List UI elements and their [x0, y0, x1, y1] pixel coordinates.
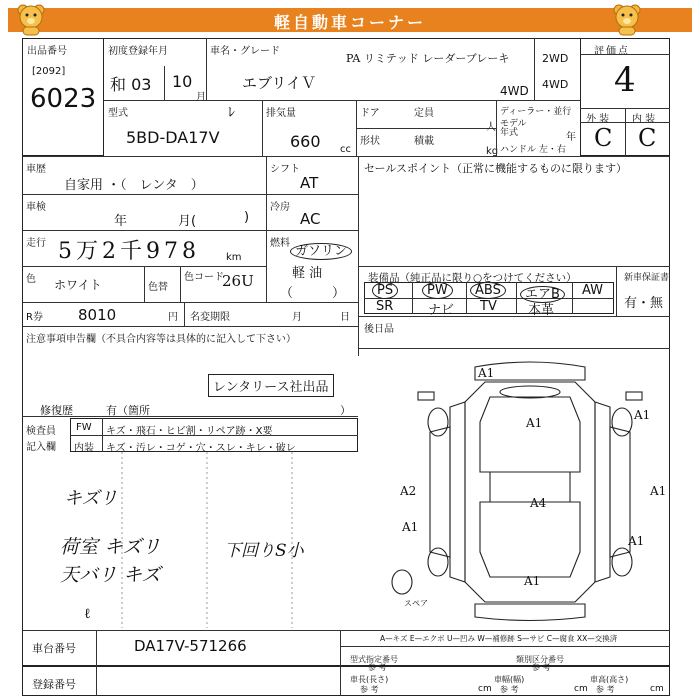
divider: [358, 266, 670, 267]
inspector-label-1: 検査員: [26, 426, 56, 437]
damage-mark: A1: [526, 416, 543, 430]
width-label: 車幅(幅): [494, 675, 525, 684]
warranty-value: 有・無: [624, 296, 664, 311]
equip-pw-label: PW: [422, 282, 453, 299]
divider: [496, 100, 497, 156]
type-ref: 参 考: [368, 663, 387, 672]
fuel-gas-circled: ガソリン: [290, 243, 352, 260]
inspection-year: 年: [114, 214, 128, 229]
capacity-label: 定員: [414, 108, 434, 119]
recycle-value: 8010: [78, 306, 117, 324]
interior-label: 内 装: [632, 114, 656, 125]
inspector-int-label: 内装: [74, 443, 94, 454]
divider: [104, 100, 580, 101]
name-change-month: 月: [292, 312, 302, 323]
mileage-value: 5万2千978: [58, 239, 200, 264]
car-name: エブリイＶ: [242, 74, 316, 92]
notes-label: 注意事項申告欄（不具合内容等は具体的に記入して下さい）: [26, 334, 296, 345]
shape-label: 形状: [360, 136, 380, 147]
divider: [206, 38, 207, 100]
repair-label: 修復歴: [40, 404, 73, 417]
divider: [184, 302, 185, 326]
inspector-int-items: キズ・汚レ・コゲ・穴・スレ・キレ・破レ: [106, 443, 296, 454]
color-value: ホワイト: [54, 278, 102, 292]
model-value: 5BD-DA17V: [126, 128, 220, 147]
lot-number: 6023: [30, 84, 97, 114]
shift-label: シフト: [270, 164, 300, 175]
repair-value: 有（箇所: [106, 404, 150, 417]
handwritten-mark: ℓ: [84, 606, 91, 622]
load-label: 積載: [414, 136, 434, 147]
chassis-label: 車台番号: [32, 642, 76, 655]
handle-label: ハンドル 左・右: [500, 145, 566, 155]
divider: [22, 630, 670, 631]
lot-label: 出品番号: [27, 46, 67, 57]
drive-opt1: 2WD: [542, 52, 569, 65]
repair-close: ）: [340, 404, 351, 417]
divider: [22, 302, 358, 303]
year-unit: 年: [566, 132, 576, 143]
equip-aw: AW: [582, 283, 604, 298]
equip-airbag-label: エアB: [520, 286, 565, 303]
aircon-label: 冷房: [270, 202, 290, 213]
teddy-icon-left: [16, 2, 46, 36]
damage-mark: A1: [524, 574, 541, 588]
divider: [580, 54, 670, 55]
damage-mark: A1: [628, 534, 645, 548]
divider: [22, 326, 358, 327]
divider: [96, 630, 97, 666]
divider: [516, 282, 517, 314]
equip-ps-label: PS: [372, 282, 398, 299]
length-ref: 参 考: [360, 685, 379, 694]
equip-abs: [470, 283, 506, 298]
first-reg-label: 初度登録年月: [108, 46, 168, 57]
damage-mark: A1: [402, 520, 419, 534]
name-change-day: 日: [340, 312, 350, 323]
equip-pw: [422, 283, 453, 298]
drive-opt2: 4WD: [542, 78, 569, 91]
divider: [358, 156, 359, 356]
registration-box: [22, 666, 670, 696]
divider: [412, 282, 413, 314]
displacement-value: 660: [290, 132, 321, 151]
handwritten-note-1: キズリ: [64, 488, 118, 509]
color-change-label: 色替: [148, 282, 168, 293]
divider: [358, 348, 670, 349]
divider: [340, 646, 670, 647]
height-ref: 参 考: [596, 685, 615, 694]
equip-sr: SR: [376, 299, 394, 314]
divider: [534, 38, 535, 100]
recycle-label: R券: [26, 312, 43, 323]
damage-mark: A1: [634, 408, 651, 422]
divider: [144, 266, 145, 302]
length-label: 車長(長さ): [350, 675, 389, 684]
fuel-diesel: 軽 油: [292, 266, 323, 281]
inspector-ext-label: FW: [76, 422, 92, 433]
divider: [102, 418, 103, 452]
mileage-unit: km: [226, 252, 242, 263]
load-unit: kg: [486, 146, 499, 157]
equipment-label: 装備品（純正品に限り○をつけてください）: [368, 272, 577, 284]
class-number-label: 類別区分番号: [516, 655, 564, 664]
inspection-close: ): [244, 210, 250, 225]
registration-label: 登録番号: [32, 678, 76, 691]
lot-code: [2092]: [32, 66, 66, 77]
displacement-unit: cc: [340, 144, 351, 155]
legend: A—キズ E—エクボ U—凹み W—補修跡 S—サビ C—腐食 XX—交換済: [380, 634, 618, 643]
equip-leather: 本革: [528, 303, 555, 318]
sales-label: セールスポイント（正常に機能するものに限ります）: [364, 162, 628, 175]
divider: [580, 122, 670, 123]
divider: [22, 416, 358, 417]
damage-mark: A1: [478, 366, 495, 380]
notes-stamp: レンタリース社出品: [208, 374, 334, 397]
inspector-ext-items: キズ・飛石・ヒビ割・リペア跡・X要: [106, 426, 273, 437]
divider: [340, 646, 341, 696]
spare-label: スペア: [404, 599, 428, 608]
handwritten-note-2: 荷室 キズリ: [60, 536, 161, 558]
capacity-unit: 人: [486, 122, 496, 133]
fuel-paren: （ ）: [280, 286, 346, 301]
color-code-label: 色コード: [184, 272, 224, 283]
divider: [22, 194, 358, 195]
model-mark: ﾚ: [228, 105, 235, 121]
divider: [616, 266, 617, 316]
dealer-label: ディーラー・並行: [500, 107, 572, 117]
model-year-label: モデル 年式: [500, 119, 527, 138]
inspection-month: 月(: [178, 214, 197, 229]
drive-written: 4WD: [500, 84, 529, 98]
interior-grade: C: [638, 124, 657, 152]
name-change-label: 名変期限: [190, 312, 230, 323]
divider: [164, 66, 165, 100]
divider: [572, 282, 573, 314]
height-unit: cm: [650, 684, 664, 694]
door-label: ドア: [360, 108, 380, 119]
history-label: 車歴: [26, 164, 46, 175]
color-label: 色: [26, 274, 36, 285]
damage-mark: A1: [650, 484, 667, 498]
type-designation-label: 型式指定番号: [350, 655, 398, 664]
class-ref: 参 考: [532, 663, 551, 672]
equip-navi: ナビ: [428, 303, 455, 318]
divider: [22, 230, 358, 231]
equip-ps: [372, 283, 398, 298]
color-code: 26U: [222, 272, 254, 290]
history-value: 自家用 ・（ レンタ ）: [64, 178, 204, 193]
rating-label: 評価点: [594, 46, 630, 57]
warranty-label: 新車保証書: [624, 273, 670, 283]
exterior-label: 外 装: [586, 114, 610, 125]
header-title: 軽自動車コーナー: [273, 13, 426, 32]
damage-mark: A2: [400, 484, 417, 498]
teddy-icon-right: [612, 2, 642, 36]
divider: [22, 156, 670, 157]
divider: [625, 108, 626, 156]
divider: [96, 666, 97, 696]
chassis-value: DA17V-571266: [134, 637, 247, 655]
length-unit: cm: [478, 684, 492, 694]
damage-mark: A4: [530, 496, 547, 510]
model-label: 型式: [108, 108, 128, 119]
equip-abs-label: ABS: [470, 282, 506, 299]
inspection-label: 車検: [26, 202, 46, 213]
first-reg-era: 和 03: [110, 75, 152, 94]
handwritten-note-3: 下回りS小: [224, 541, 304, 561]
exterior-grade: C: [594, 124, 613, 152]
divider: [180, 266, 181, 302]
divider: [356, 128, 496, 129]
first-reg-month: 10: [172, 72, 193, 91]
mileage-label: 走行: [26, 238, 46, 249]
fuel-label: 燃料: [270, 238, 290, 249]
recycle-unit: 円: [168, 312, 178, 323]
divider: [266, 156, 267, 302]
first-reg-month-unit: 月: [196, 92, 206, 103]
fuel-gas: [290, 240, 352, 259]
equip-tv: TV: [480, 299, 497, 314]
height-label: 車高(高さ): [590, 675, 629, 684]
car-label: 車名・グレード: [210, 46, 280, 57]
handwritten-note-2b: 天バリ キズ: [60, 564, 161, 586]
divider: [358, 316, 670, 317]
inspector-label-2: 記入欄: [26, 442, 56, 453]
aircon-value: AC: [300, 210, 321, 228]
width-unit: cm: [574, 684, 588, 694]
displacement-label: 排気量: [266, 108, 296, 119]
divider: [262, 100, 263, 156]
rear-label: 後日品: [364, 324, 394, 335]
rating-score: 4: [614, 60, 636, 100]
divider: [466, 282, 467, 314]
width-ref: 参 考: [500, 685, 519, 694]
shift-value: AT: [300, 174, 319, 192]
car-grade: PA リミテッド レーダーブレーキ: [346, 52, 510, 65]
